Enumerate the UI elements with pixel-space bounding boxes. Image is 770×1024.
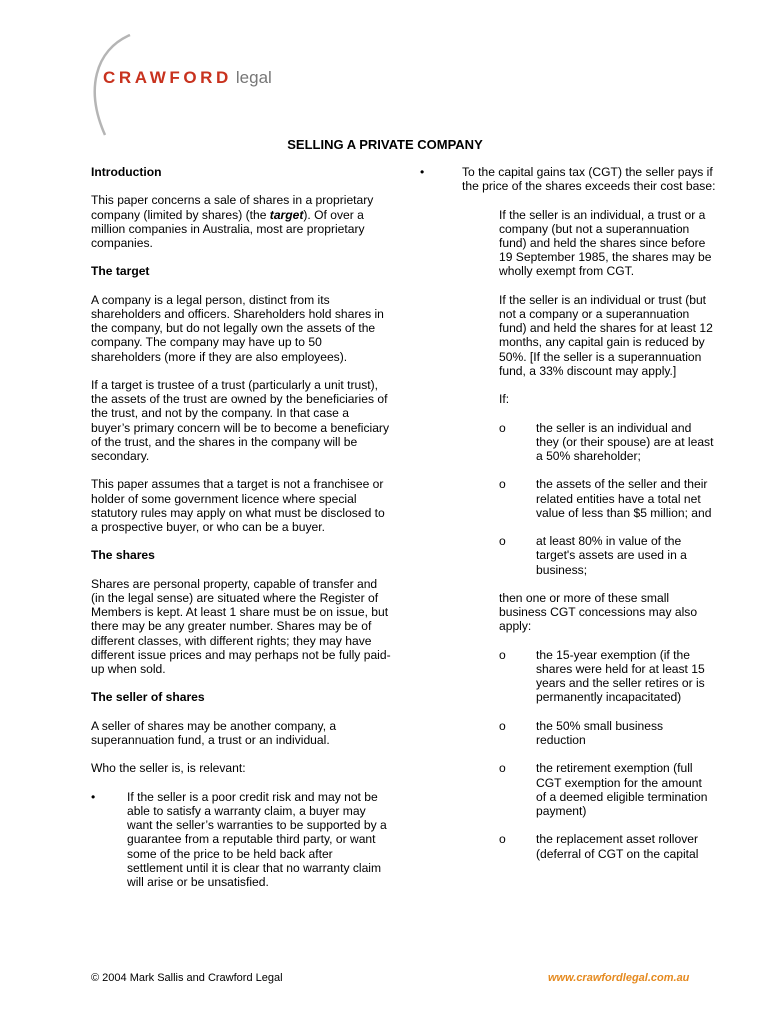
o-bullet-marker: o	[499, 420, 506, 435]
condition-item	[499, 421, 730, 464]
condition-item	[499, 534, 730, 577]
concession-item	[499, 832, 730, 860]
target-heading: The target	[91, 264, 150, 279]
footer-copyright: © 2004 Mark Sallis and Crawford Legal	[91, 972, 283, 984]
target-term: target	[269, 207, 304, 222]
condition-item	[499, 477, 730, 520]
cgt-bullet-text: To the capital gains tax (CGT) the seller pays if the price of the shares exceeds their cost base:	[462, 165, 716, 194]
o-bullet-marker: o	[499, 534, 506, 549]
target-paragraph-1: A company is a legal person, distinct from its shareholders and officers. Shareholders hold shares in the company, but do not legally own the assets of the company. The company may have up to 50 shareholders (more if they are also employees).	[91, 292, 384, 364]
cgt-sub-paragraph-1: If the seller is an individual, a trust or a company (but not a superannuation fund) and held the shares since before 19 September 1985, the shares may be wholly exempt from CGT.	[499, 207, 712, 279]
o-bullet-marker: o	[499, 718, 506, 733]
document-title: SELLING A PRIVATE COMPANY	[287, 137, 483, 152]
cgt-bullet	[420, 165, 730, 193]
cgt-sub-paragraph-3: If:	[499, 392, 510, 407]
seller-bullet	[91, 790, 391, 889]
target-paragraph-3: This paper assumes that a target is not a franchisee or holder of some government licence where special statutory rules may apply on what must be disclosed to a prospective buyer, or who can be a buyer.	[91, 477, 385, 534]
bullet-marker: •	[420, 165, 425, 179]
intro-text: This paper concerns a sale of shares in a proprietary company (limited by shares) (the	[91, 193, 374, 222]
concession-item	[499, 719, 730, 747]
intro-text-end: ). Of over a million companies in Australia, most are proprietary companies.	[91, 207, 365, 250]
footer-website-link[interactable]: www.crawfordlegal.com.au	[548, 972, 690, 984]
shares-heading: The shares	[91, 548, 155, 563]
seller-paragraph-2: Who the seller is, is relevant:	[91, 761, 246, 776]
logo-brand: CRAWFORD	[103, 68, 232, 87]
introduction-heading: Introduction	[91, 165, 162, 179]
concession-text: the replacement asset rollover (deferral of CGT on the capital	[536, 832, 699, 861]
o-bullet-marker: o	[499, 761, 506, 776]
logo	[103, 68, 272, 87]
o-bullet-marker: o	[499, 832, 506, 847]
cgt-sub-paragraph-2: If the seller is an individual or trust (but not a company or a superannuation fund) and held the shares for at least 12 months, any capital gain is reduced by 50%. [If the seller is a superannuation fund, a 33% discount may apply.]	[499, 292, 713, 378]
target-paragraph-2: If a target is trustee of a trust (particularly a unit trust), the assets of the trust are owned by the beneficiaries of the trust, and not by the company. In that case a buyer’s primary concern will be to become a beneficiary of the trust, and the shares in the company will be secondary.	[91, 377, 390, 463]
concession-text: the retirement exemption (full CGT exemption for the amount of a deemed eligible termination payment)	[536, 761, 708, 818]
cgt-sub-paragraph-4: then one or more of these small business CGT concessions may also apply:	[499, 590, 698, 634]
concession-item	[499, 761, 730, 818]
seller-paragraph-1: A seller of shares may be another company, a superannuation fund, a trust or an individual.	[91, 718, 337, 747]
left-column	[91, 165, 391, 889]
condition-text: the assets of the seller and their related entities have a total net value of less than $5 million; and	[536, 477, 712, 520]
logo-suffix: legal	[235, 68, 272, 87]
concession-text: the 50% small business reduction	[536, 718, 664, 747]
seller-heading: The seller of shares	[91, 690, 205, 705]
condition-text: at least 80% in value of the target's assets are used in a business;	[536, 534, 687, 577]
concession-text: the 15-year exemption (if the shares were held for at least 15 years and the seller retires or is permanently incapacitated)	[536, 647, 705, 705]
bullet-marker: •	[91, 789, 96, 804]
o-bullet-marker: o	[499, 477, 506, 492]
shares-paragraph: Shares are personal property, capable of transfer and (in the legal sense) are situated where the Register of Members is kept. At least 1 share must be on issue, but there may be any greater number. Shares may be of different classes, with different rights; they may have different issue prices and may perhaps not be fully paid-up when sold.	[91, 576, 391, 676]
condition-text: the seller is an individual and they (or their spouse) are at least a 50% shareholder;	[536, 420, 714, 463]
right-column	[420, 165, 730, 861]
concession-item	[499, 648, 730, 705]
introduction-paragraph	[91, 193, 391, 250]
o-bullet-marker: o	[499, 647, 506, 662]
seller-bullet-text: If the seller is a poor credit risk and may not be able to satisfy a warranty claim, a buyer may want the seller’s warranties to be supported by a guarantee from a reputable third party, or want some of the price to be held back after settlement until it is clear that no warranty claim will arise or be unsatisfied.	[127, 789, 387, 889]
